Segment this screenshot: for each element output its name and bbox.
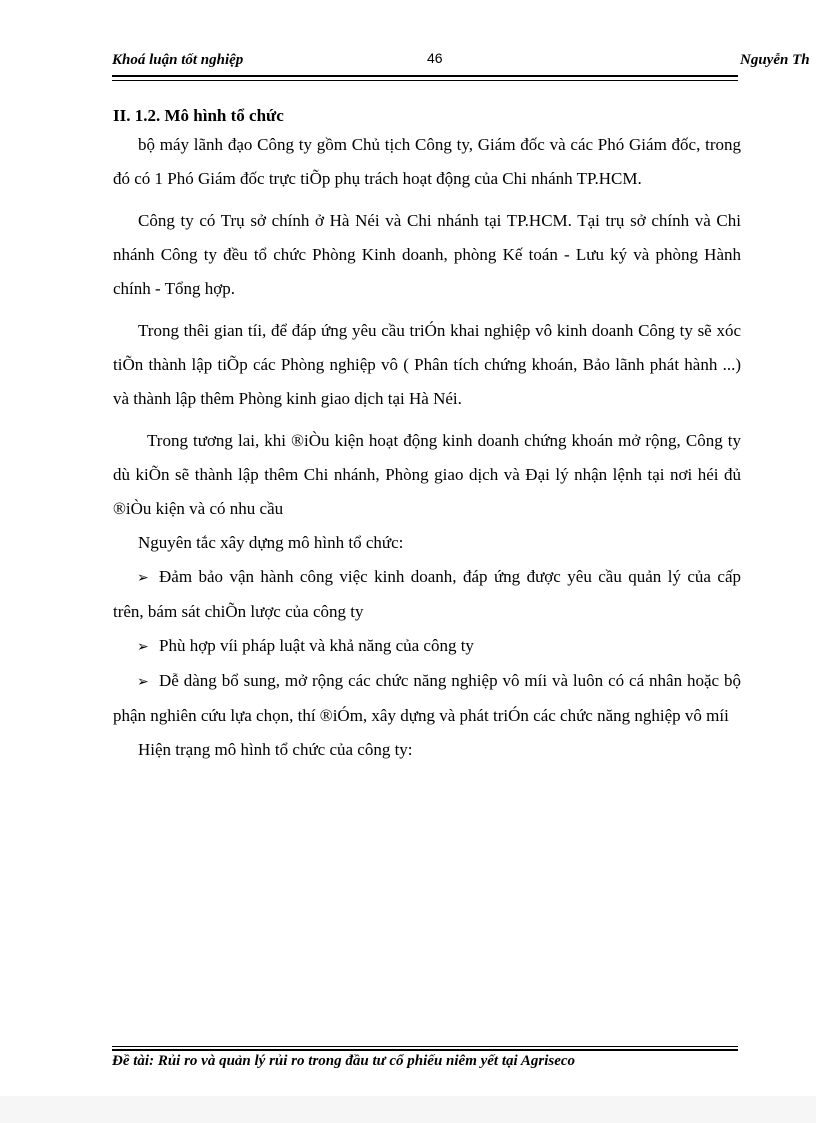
header-rule-thin bbox=[112, 80, 738, 81]
bullet-text: Dễ dàng bổ sung, mở rộng các chức năng nghiệp vô míi và luôn có cá nhân hoặc bộ phận nghiên cứu lựa chọn, thí ®iÓm, xây dựng và phát triÓn các chức năng nghiệp vô míi bbox=[113, 671, 741, 725]
bullet-item bbox=[113, 560, 741, 629]
footer-rule-thick bbox=[112, 1049, 738, 1051]
paragraph-current-model: Hiện trạng mô hình tổ chức của công ty: bbox=[138, 740, 413, 759]
arrow-bullet-icon: ➢ bbox=[137, 674, 149, 690]
page-bottom-band bbox=[0, 1096, 816, 1123]
paragraph-leadership: bộ máy lãnh đạo Công ty gồm Chủ tịch Công ty, Giám đốc và các Phó Giám đốc, trong đó có 1 Phó Giám đốc trực tiÕp phụ trách hoạt động của Chi nhánh TP.HCM. bbox=[113, 135, 741, 188]
paragraph-offices: Công ty có Trụ sở chính ở Hà Néi và Chi nhánh tại TP.HCM. Tại trụ sở chính và Chi nhánh Công ty đều tổ chức Phòng Kinh doanh, phòng Kế toán - Lưu ký và phòng Hành chính - Tổng hợp. bbox=[113, 211, 741, 298]
bullet-item bbox=[113, 664, 741, 733]
paragraph-upcoming-plans: Trong thêi gian tíi, để đáp ứng yêu cầu triÓn khai nghiệp vô kinh doanh Công ty sẽ xóc tiÕn thành lập tiÕp các Phòng nghiệp vô ( Phân tích chứng khoán, Bảo lãnh phát hành ...) và thành lập thêm Phòng kinh giao dịch tại Hà Néi. bbox=[113, 321, 741, 408]
page-header bbox=[112, 50, 816, 72]
arrow-bullet-icon: ➢ bbox=[137, 639, 149, 655]
section-heading: II. 1.2. Mô hình tổ chức bbox=[113, 106, 284, 125]
header-thesis-label: Khoá luận tốt nghiệp bbox=[112, 52, 244, 68]
body-content bbox=[113, 104, 741, 767]
page-number: 46 bbox=[427, 50, 443, 66]
header-rule-thick bbox=[112, 75, 738, 77]
bullet-item bbox=[113, 629, 741, 664]
bullet-text: Đảm bảo vận hành công việc kinh doanh, đáp ứng được yêu cầu quản lý của cấp trên, bám sát chiÕn lược của công ty bbox=[113, 567, 741, 621]
page-footer: Đề tài: Rủi ro và quản lý rủi ro trong đầu tư cổ phiếu niêm yết tại Agriseco bbox=[112, 1053, 576, 1069]
footer-rule-thin bbox=[112, 1046, 738, 1047]
header-author: Nguyễn Th bbox=[740, 52, 810, 68]
arrow-bullet-icon: ➢ bbox=[137, 570, 149, 586]
paragraph-future-expansion: Trong tương lai, khi ®iÒu kiện hoạt động kinh doanh chứng khoán mở rộng, Công ty dù kiÕn sẽ thành lập thêm Chi nhánh, Phòng giao dịch và Đại lý nhận lệnh tại nơi héi đủ ®iÒu kiện và có nhu cầu bbox=[113, 431, 741, 518]
paragraph-principles-intro: Nguyên tắc xây dựng mô hình tổ chức: bbox=[138, 533, 404, 552]
bullet-text: Phù hợp víi pháp luật và khả năng của công ty bbox=[159, 636, 474, 655]
